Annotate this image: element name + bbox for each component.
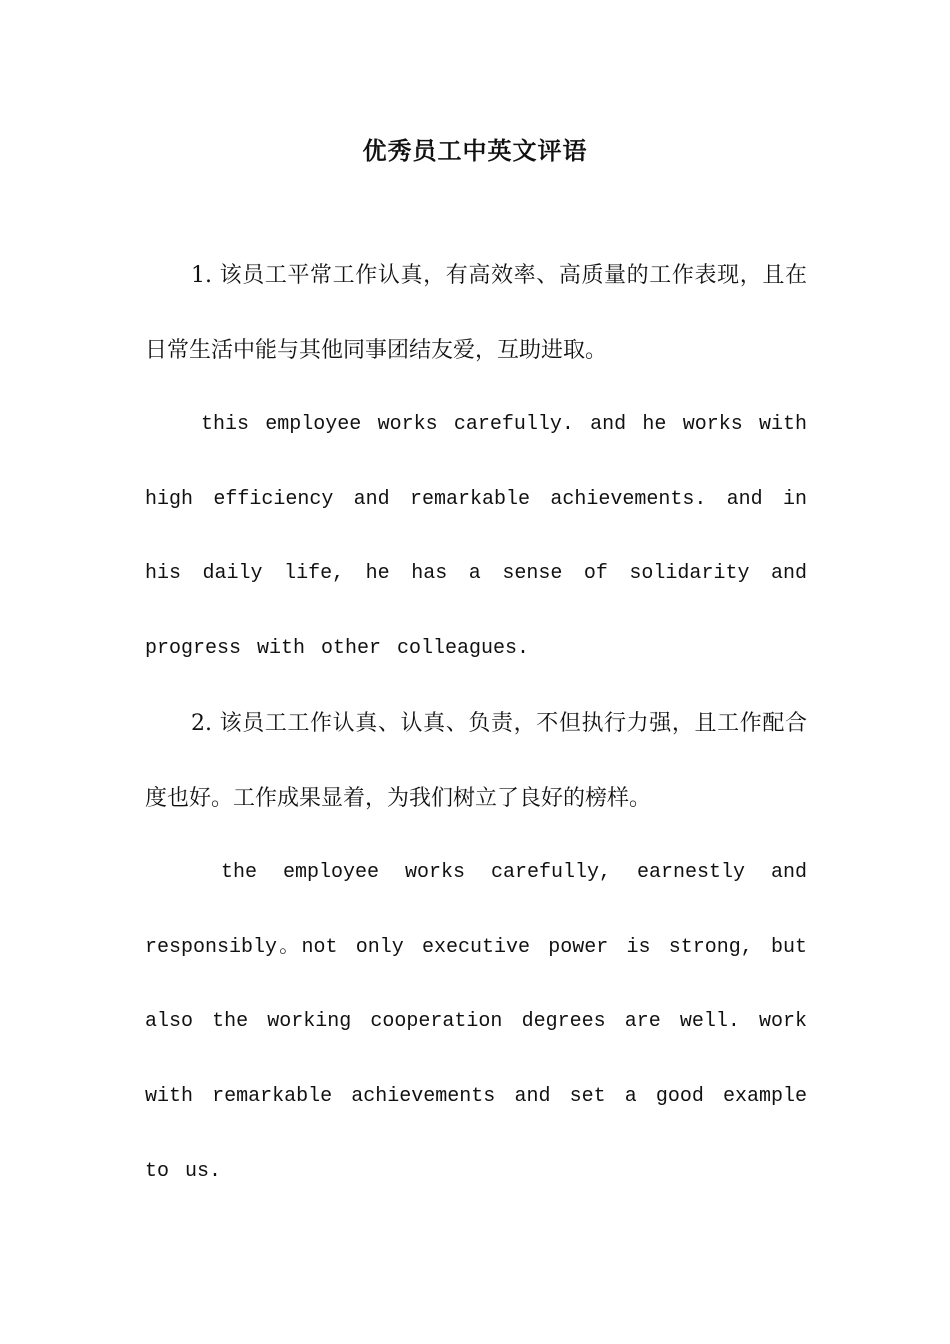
document-title: 优秀员工中英文评语 — [362, 136, 588, 165]
item-1-chinese: 1. 该员工平常工作认真，有高效率、高质量的工作表现，且在日常生活中能与其他同事团结友爱，互助进取。 — [145, 263, 807, 363]
item-1-english: this employee works carefully. and he works with high efficiency and remarkable achievements. and in his daily life, he has a sense of solidarity and progress with other colleagues. — [145, 413, 807, 661]
item-2-english: the employee works carefully, earnestly and responsibly。not only executive power is strong, but also the working cooperation degrees are well. work with remarkable achievements and set a good example to us. — [145, 861, 807, 1183]
item-2-chinese: 2. 该员工工作认真、认真、负责，不但执行力强，且工作配合度也好。工作成果显着，为我们树立了良好的榜样。 — [145, 711, 807, 811]
